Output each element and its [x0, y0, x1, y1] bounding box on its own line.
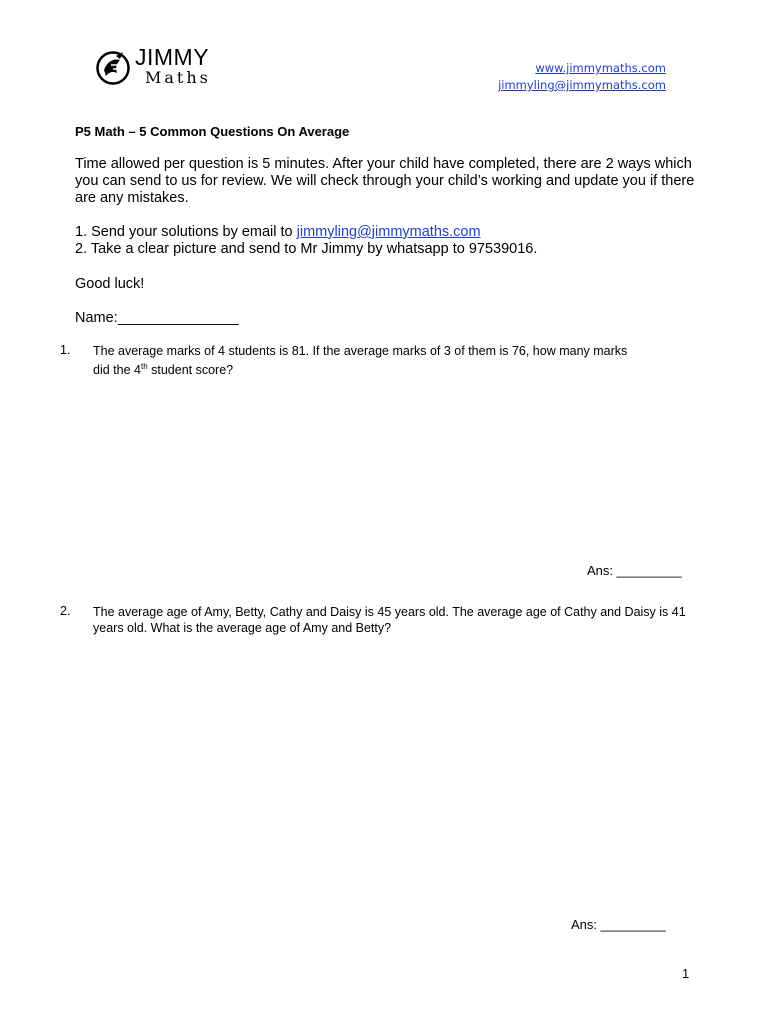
intro-text: Time allowed per question is 5 minutes. After your child have completed, there are 2 ways which you can send to us for review. We will check through your child’s working and update you if there are any mistakes.	[75, 156, 695, 206]
question-2-number: 2.	[60, 604, 71, 618]
good-luck-text: Good luck!	[75, 276, 145, 292]
page-number: 1	[682, 966, 690, 981]
intro-paragraph	[75, 156, 715, 207]
question-1-line-1: The average marks of 4 students is 81. If the average marks of 3 of them is 76, how many marks	[93, 344, 628, 358]
question-2-text: The average age of Amy, Betty, Cathy and Daisy is 45 years old. The average age of Cathy and Daisy is 41 years old. What is the average age of Amy and Betty?	[93, 605, 686, 635]
logo-emblem-icon	[93, 48, 133, 88]
name-field: Name:_______________	[75, 310, 239, 326]
question-1-line-2	[93, 359, 718, 378]
logo-subtitle: Maths	[145, 68, 211, 87]
question-1-answer-line: Ans: _________	[587, 563, 682, 578]
step-2: 2. Take a clear picture and send to Mr Jimmy by whatsapp to 97539016.	[75, 241, 538, 257]
question-2-answer-line: Ans: _________	[571, 917, 666, 932]
jimmy-maths-logo	[93, 44, 233, 92]
step-1-text: 1. Send your solutions by email to	[75, 224, 297, 240]
question-1-text	[93, 343, 718, 378]
contact-block	[470, 60, 666, 94]
worksheet-title: P5 Math – 5 Common Questions On Average	[75, 124, 350, 139]
contact-email-link[interactable]: jimmyling@jimmymaths.com	[498, 78, 666, 92]
step-1	[75, 224, 537, 241]
submission-steps	[75, 224, 537, 258]
question-1-line-2-post: student score?	[147, 363, 234, 378]
website-link[interactable]: www.jimmymaths.com	[535, 61, 666, 75]
question-1-superscript: th	[140, 362, 148, 371]
logo-word: JIMMY	[135, 44, 210, 70]
step-1-email-link[interactable]: jimmyling@jimmymaths.com	[296, 224, 481, 240]
question-1-line-2-pre: did the 4	[93, 363, 141, 378]
question-1-number: 1.	[60, 343, 71, 357]
